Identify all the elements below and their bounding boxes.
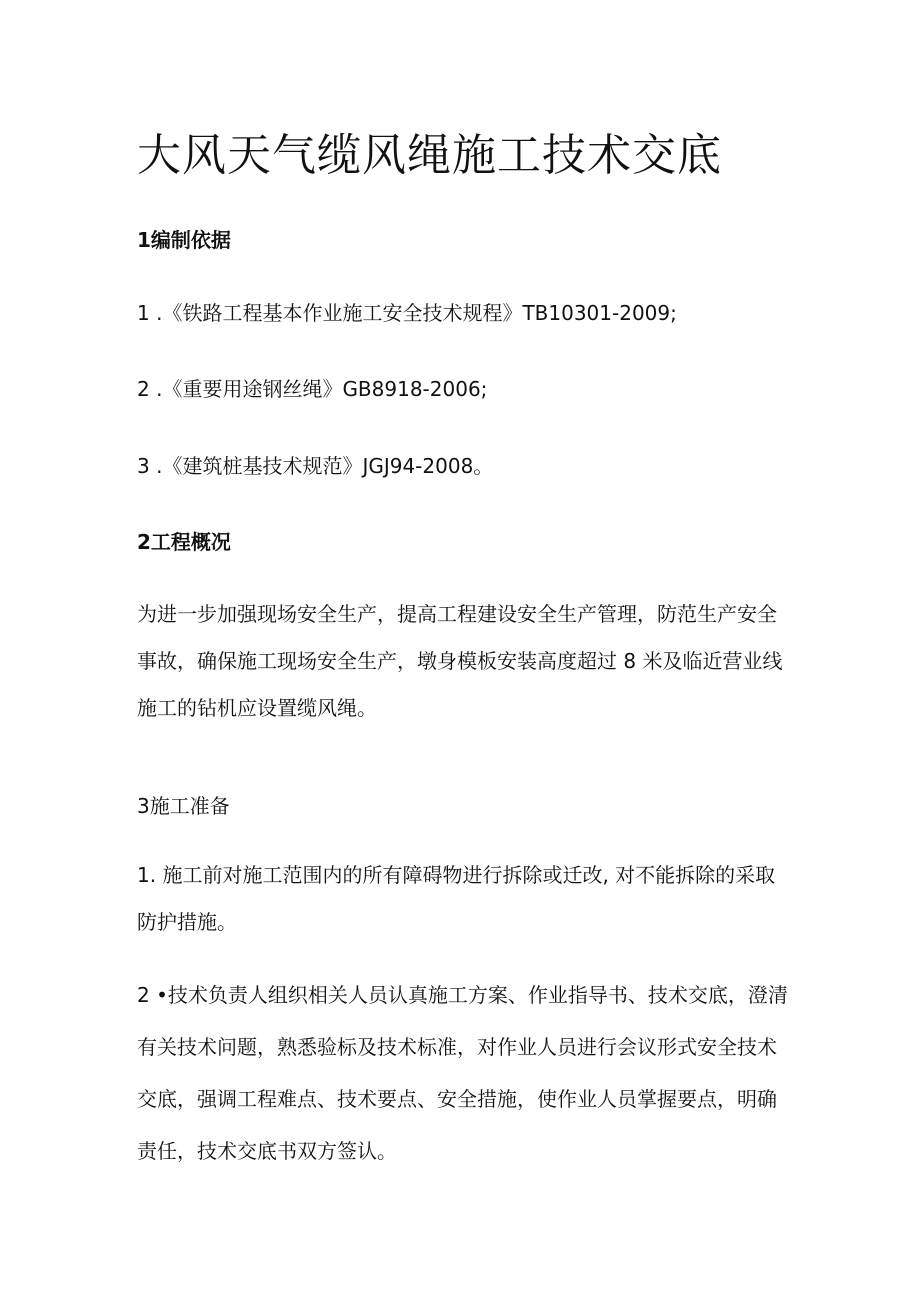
reference-item-1: 1 .《铁路工程基本作业施工安全技术规程》TB10301-2009;: [137, 301, 677, 325]
prep-item-2-line-4: 责任，技术交底书双方签认。: [137, 1139, 397, 1163]
section-2-line-3: 施工的钻机应设置缆风绳。: [137, 696, 377, 720]
section-2-paragraph: [137, 600, 787, 741]
document-title: 大风天气缆风绳施工技术交底: [137, 130, 722, 181]
prep-item-2-line-2: 有关技术问题，熟悉验标及技术标准，对作业人员进行会议形式安全技术: [137, 1035, 777, 1059]
reference-item-3: 3 .《建筑桩基技术规范》JGJ94-2008。: [137, 454, 494, 478]
prep-item-2-line-1: 2 •技术负责人组织相关人员认真施工方案、作业指导书、技术交底，澄清: [137, 983, 788, 1007]
prep-item-2-line-3: 交底，强调工程难点、技术要点、安全措施，使作业人员掌握要点，明确: [137, 1087, 777, 1111]
section-3-heading: 3施工准备: [137, 794, 230, 818]
section-1-heading: 1编制依据: [137, 228, 231, 252]
prep-item-1-line-2: 防护措施。: [137, 910, 237, 934]
prep-item-2: [137, 981, 787, 1189]
reference-item-2: 2 .《重要用途钢丝绳》GB8918-2006;: [137, 377, 488, 401]
prep-item-1-line-1: 1. 施工前对施工范围内的所有障碍物进行拆除或迁改, 对不能拆除的采取: [137, 863, 776, 887]
section-2-line-1: 为进一步加强现场安全生产，提高工程建设安全生产管理，防范生产安全: [137, 602, 777, 626]
prep-item-1: [137, 861, 787, 955]
section-2-line-2: 事故，确保施工现场安全生产，墩身模板安装高度超过 8 米及临近营业线: [137, 649, 783, 673]
section-2-heading: 2工程概况: [137, 530, 231, 554]
